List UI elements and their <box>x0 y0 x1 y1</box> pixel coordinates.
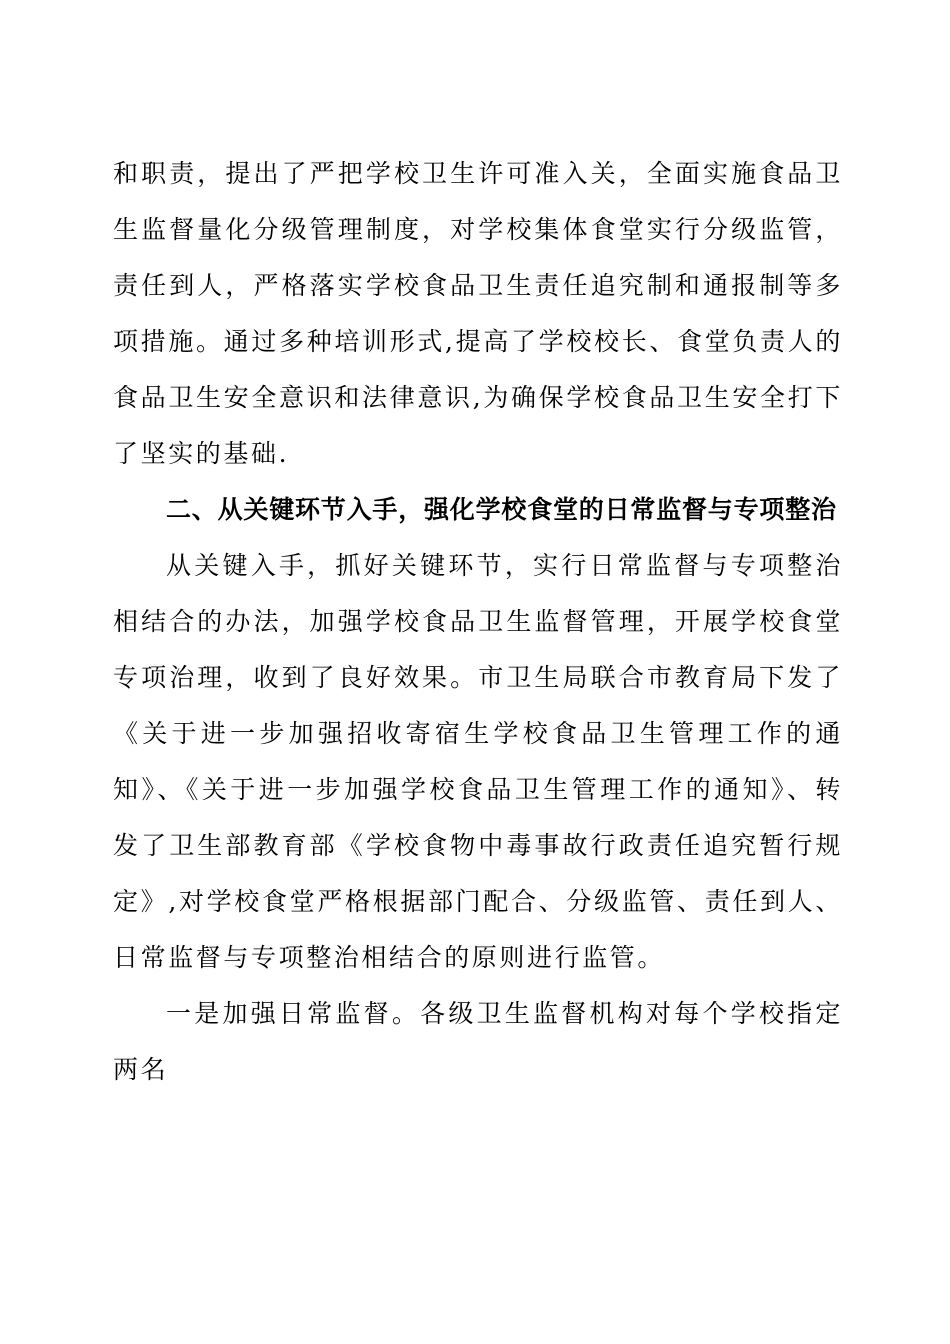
paragraph-continued: 和职责，提出了严把学校卫生许可准入关，全面实施食品卫生监督量化分级管理制度，对学校集体食堂实行分级监管，责任到人，严格落实学校食品卫生责任追究制和通报制等多项措施。通过多种培训形式,提高了学校校长、食堂负责人的食品卫生安全意识和法律意识,为确保学校食品卫生安全打下了坚实的基础. <box>113 159 843 468</box>
paragraph-key-links: 从关键入手，抓好关键环节，实行日常监督与专项整治相结合的办法，加强学校食品卫生监督管理，开展学校食堂专项治理，收到了良好效果。市卫生局联合市教育局下发了《关于进一步加强招收寄宿生学校食品卫生管理工作的通知》、《关于进一步加强学校食品卫生管理工作的通知》、转发了卫生部教育部《学校食物中毒事故行政责任追究暂行规定》,对学校食堂严格根据部门配合、分级监管、责任到人、日常监督与专项整治相结合的原则进行监管。 <box>113 551 843 972</box>
section-heading: 二、从关键环节入手，强化学校食堂的日常监督与专项整治 <box>166 495 837 524</box>
paragraph-daily-supervision: 一是加强日常监督。各级卫生监督机构对每个学校指定两名 <box>113 999 843 1084</box>
document-body <box>113 146 843 1098</box>
